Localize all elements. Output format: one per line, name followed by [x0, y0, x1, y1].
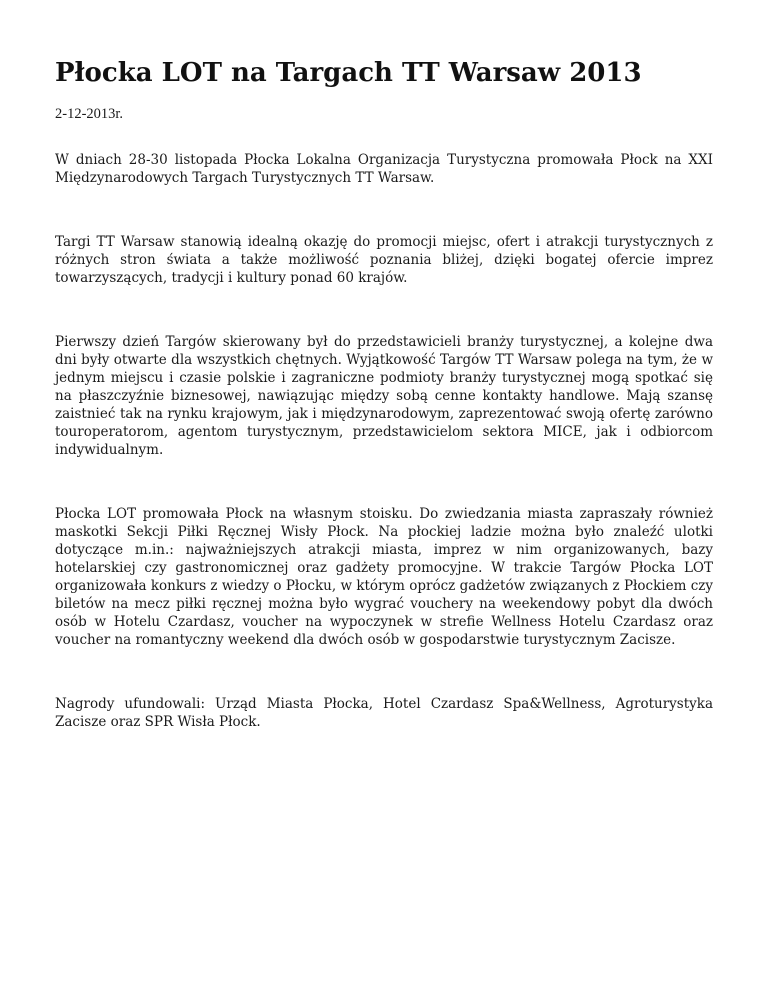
paragraph-intro: W dniach 28-30 listopada Płocka Lokalna Organizacja Turystyczna promowała Płock na XXI Międzynarodowych Targach Turystycznych TT Warsaw. [55, 152, 713, 186]
paragraph-fair-days: Pierwszy dzień Targów skierowany był do przedstawicieli branży turystycznej, a kolejne dwa dni były otwarte dla wszystkich chętnych. Wyjątkowość Targów TT Warsaw polega na tym, że w jednym miejscu i czasie polskie i zagraniczne podmioty branży turystycznej mogą spotkać się na płaszczyźnie biznesowej, nawiązując między sobą cenne kontakty handlowe. Mają szansę zaistnieć tak na rynku krajowym, jak i międzynarodowym, zaprezentować swoją ofertę zarówno touroperatorom, agentom turystycznym, przedstawicielom sektora MICE, jak i odbiorcom indywidualnym. [55, 334, 713, 458]
page-title: Płocka LOT na Targach TT Warsaw 2013 [55, 58, 642, 88]
publication-date: 2-12-2013r. [55, 106, 124, 122]
paragraph-stand: Płocka LOT promowała Płock na własnym stoisku. Do zwiedzania miasta zapraszały również maskotki Sekcji Piłki Ręcznej Wisły Płock. Na płockiej ladzie można było znaleźć ulotki dotyczące m.in.: najważniejszych atrakcji miasta, imprez w nim organizowanych, bazy hotelarskiej czy gastronomicznej oraz gadżety promocyjne. W trakcie Targów Płocka LOT organizowała konkurs z wiedzy o Płocku, w którym oprócz gadżetów związanych z Płockiem czy biletów na mecz piłki ręcznej można było wygrać vouchery na weekendowy pobyt dla dwóch osób w Hotelu Czardasz, voucher na wypoczynek w strefie Wellness Hotelu Czardasz oraz voucher na romantyczny weekend dla dwóch osób w gospodarstwie turystycznym Zacisze. [55, 506, 713, 648]
paragraph-sponsors: Nagrody ufundowali: Urząd Miasta Płocka, Hotel Czardasz Spa&Wellness, Agroturystyka Zacisze oraz SPR Wisła Płock. [55, 696, 713, 730]
paragraph-fair-description: Targi TT Warsaw stanowią idealną okazję do promocji miejsc, ofert i atrakcji turystycznych z różnych stron świata a także możliwość poznania bliżej, dzięki bogatej ofercie imprez towarzyszących, tradycji i kultury ponad 60 krajów. [55, 234, 713, 286]
